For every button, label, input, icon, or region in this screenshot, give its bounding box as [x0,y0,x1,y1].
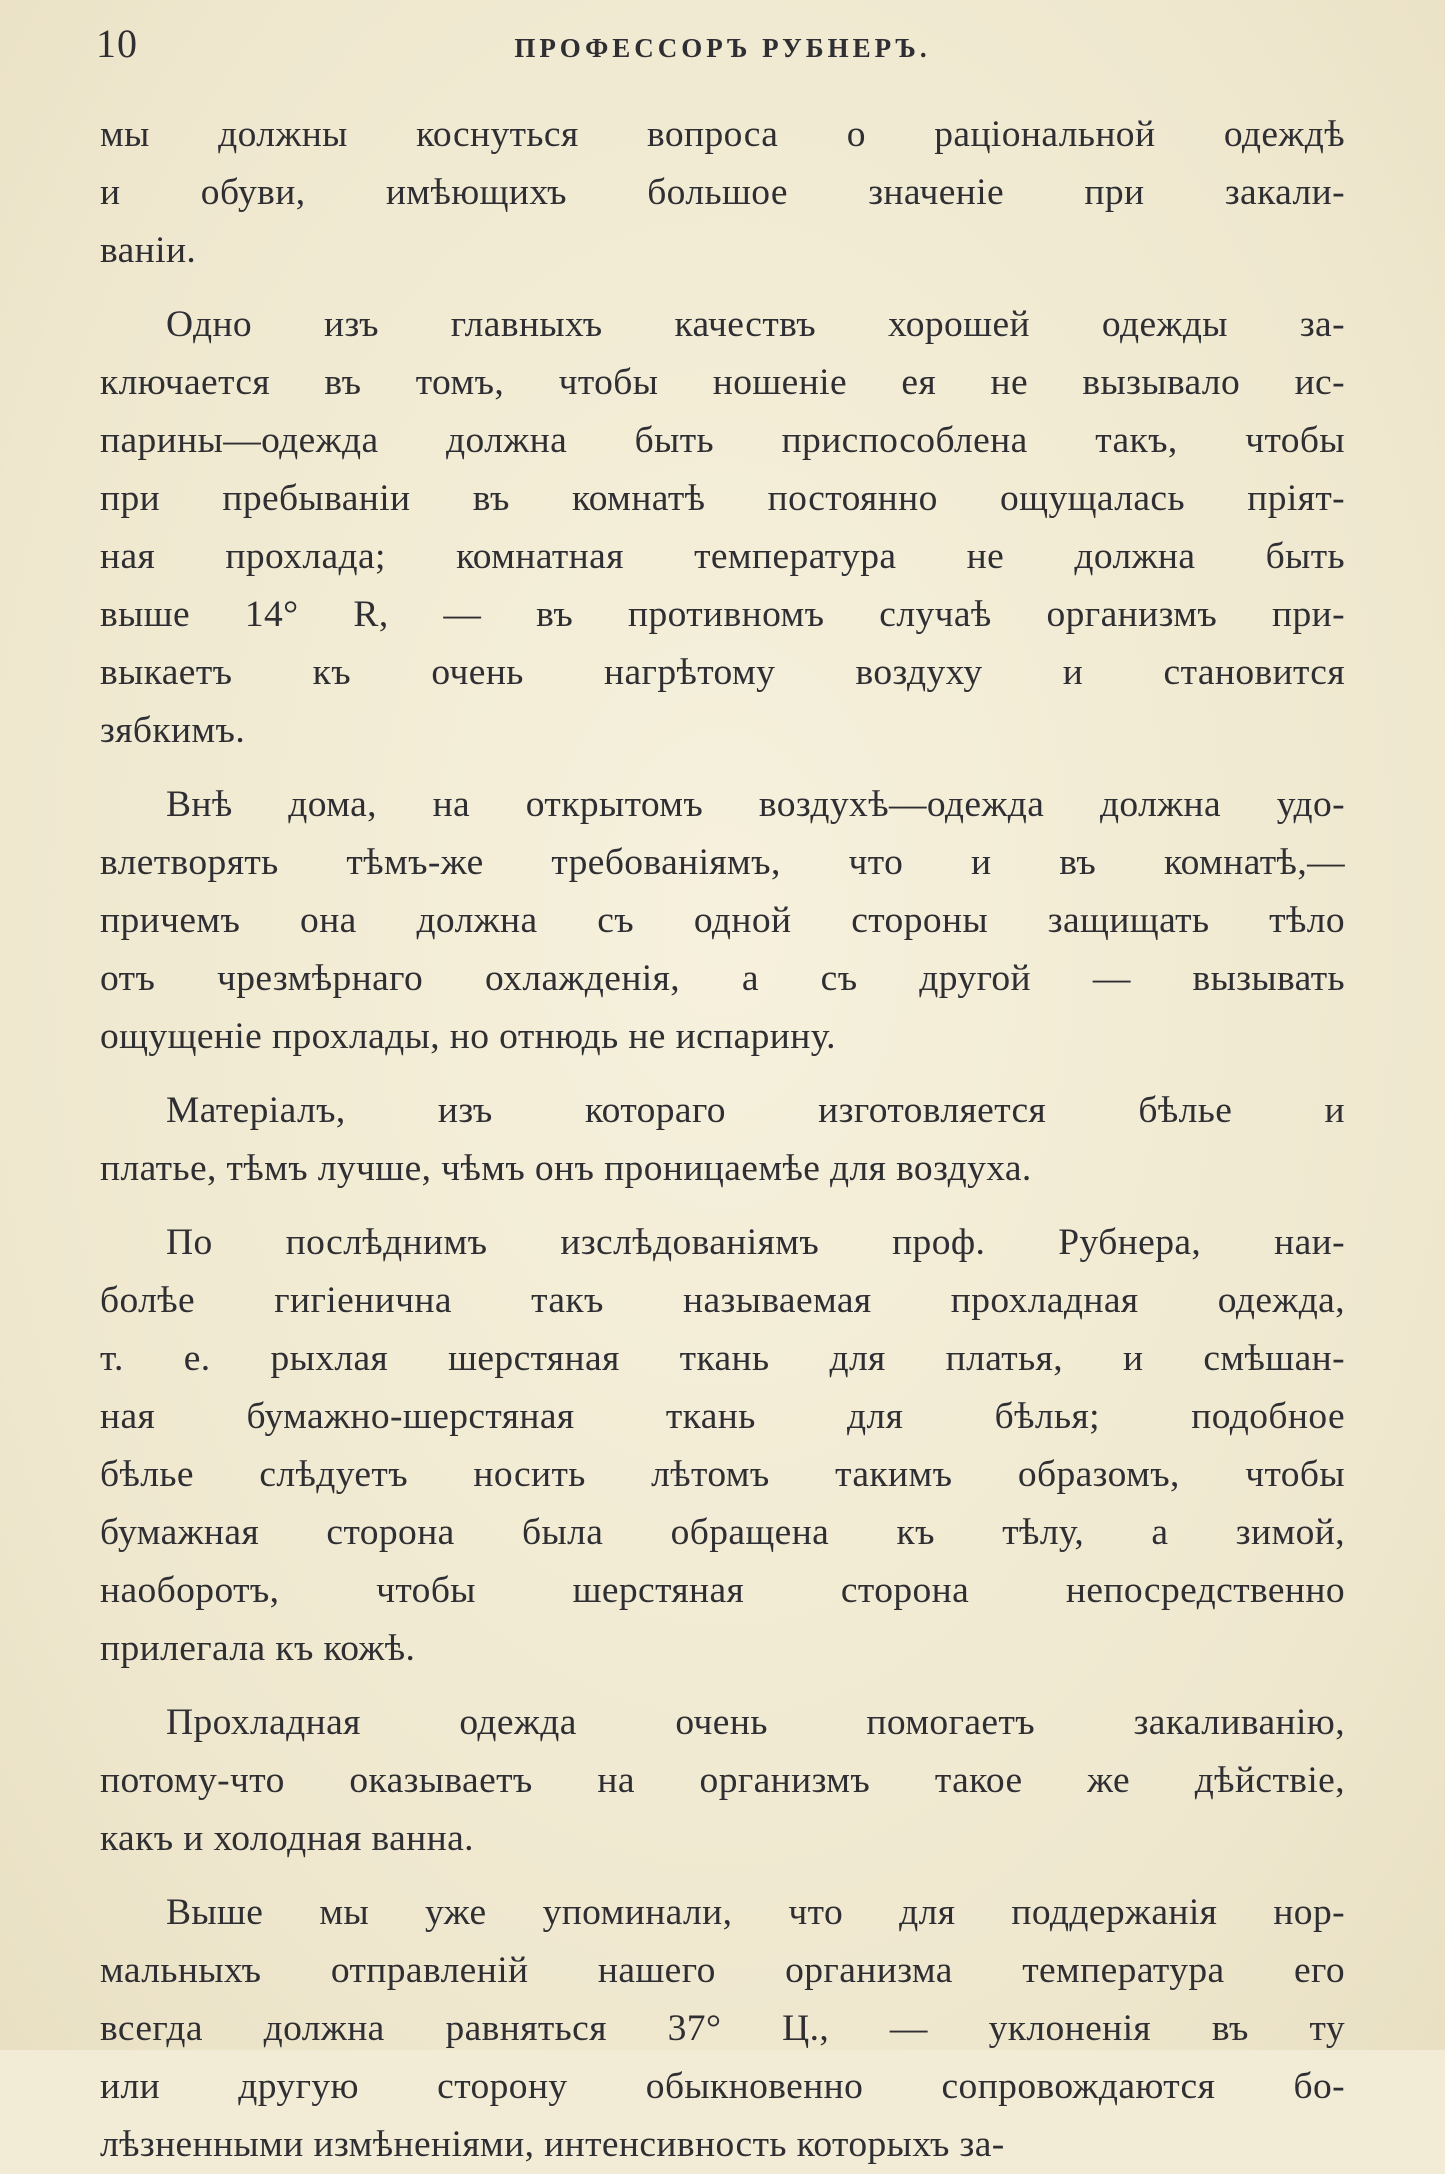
text-line: ная прохлада; комнатная температура не должна быть [100,536,1345,577]
paragraph-7 [100,1884,1345,2174]
paragraph-6 [100,1694,1345,1868]
text-line: Матеріалъ, изъ котораго изготовляется бѣлье и [166,1090,1345,1131]
paragraph-gap [100,1868,1345,1884]
text-line: отъ чрезмѣрнаго охлажденія, а съ другой — вызывать [100,958,1345,999]
text-line: болѣе гигіенична такъ называемая прохладная одежда, [100,1280,1345,1321]
text-line: наоборотъ, чтобы шерстяная сторона непосредственно [100,1570,1345,1611]
body-text [100,106,1345,2174]
paragraph-gap [100,1678,1345,1694]
text-line: зябкимъ. [100,710,246,751]
text-line: лѣзненными измѣненіями, интенсивность которыхъ за- [100,2124,1005,2165]
text-line: мальныхъ отправленій нашего организма температура его [100,1950,1345,1991]
text-line: По послѣднимъ изслѣдованіямъ проф. Рубнера, наи- [166,1222,1345,1263]
paragraph-2 [100,296,1345,760]
text-line: влетворять тѣмъ-же требованіямъ, что и въ комнатѣ,— [100,842,1345,883]
text-line: Прохладная одежда очень помогаетъ закаливанію, [166,1702,1345,1743]
text-line: Выше мы уже упоминали, что для поддержанія нор- [166,1892,1345,1933]
running-title: ПРОФЕССОРЪ РУБНЕРЪ. [514,33,931,63]
paragraph-gap [100,280,1345,296]
text-line: потому-что оказываетъ на организмъ такое же дѣйствіе, [100,1760,1345,1801]
text-line: ключается въ томъ, чтобы ношеніе ея не вызывало ис- [100,362,1345,403]
paragraph-4 [100,1082,1345,1198]
paragraph-5 [100,1214,1345,1678]
page-number: 10 [96,21,138,66]
text-line: или другую сторону обыкновенно сопровождаются бо- [100,2066,1345,2107]
paragraph-gap [100,1198,1345,1214]
text-line: причемъ она должна съ одной стороны защищать тѣло [100,900,1345,941]
text-line: ваніи. [100,230,197,271]
text-line: выкаетъ къ очень нагрѣтому воздуху и становится [100,652,1345,693]
page-header [0,14,1445,74]
text-line: ощущеніе прохлады, но отнюдь не испарину. [100,1016,836,1057]
paragraph-gap [100,1066,1345,1082]
text-line: при пребываніи въ комнатѣ постоянно ощущалась пріят- [100,478,1345,519]
text-line: и обуви, имѣющихъ большое значеніе при закали- [100,172,1345,213]
text-line: бѣлье слѣдуетъ носить лѣтомъ такимъ образомъ, чтобы [100,1454,1345,1495]
paragraph-gap [100,760,1345,776]
paragraph-1 [100,106,1345,280]
text-line: т. е. рыхлая шерстяная ткань для платья, и смѣшан- [100,1338,1345,1379]
paragraph-3 [100,776,1345,1066]
text-line: выше 14° R, — въ противномъ случаѣ организмъ при- [100,594,1345,635]
text-line: платье, тѣмъ лучше, чѣмъ онъ проницаемѣе для воздуха. [100,1148,1032,1189]
text-line: парины—одежда должна быть приспособлена такъ, чтобы [100,420,1345,461]
text-line: какъ и холодная ванна. [100,1818,474,1859]
text-line: мы должны коснуться вопроса о раціональной одеждѣ [100,114,1345,155]
text-line: бумажная сторона была обращена къ тѣлу, а зимой, [100,1512,1345,1553]
text-line: всегда должна равняться 37° Ц., — уклоненія въ ту [100,2008,1345,2049]
text-line: Внѣ дома, на открытомъ воздухѣ—одежда должна удо- [166,784,1345,825]
text-line: прилегала къ кожѣ. [100,1628,416,1669]
text-line: ная бумажно-шерстяная ткань для бѣлья; подобное [100,1396,1345,1437]
text-line: Одно изъ главныхъ качествъ хорошей одежды за- [166,304,1345,345]
